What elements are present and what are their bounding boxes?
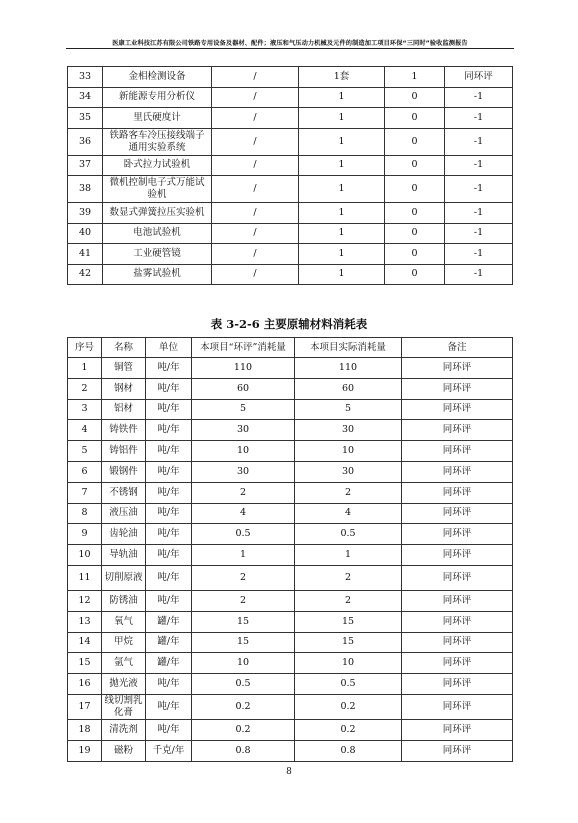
header-rule xyxy=(66,48,514,49)
table-cell: 14 xyxy=(68,632,102,653)
table-cell: 磁粉 xyxy=(102,740,146,761)
table-cell: 齿轮油 xyxy=(102,524,146,545)
table-cell: 同环评 xyxy=(402,399,513,420)
column-header: 单位 xyxy=(146,338,192,358)
table-cell: 1 xyxy=(299,176,385,203)
table-row xyxy=(68,632,513,653)
table-cell: 0.2 xyxy=(295,694,402,719)
table-cell: -1 xyxy=(445,264,513,285)
table-cell: 吨/年 xyxy=(146,441,192,462)
table-cell: 钢材 xyxy=(102,378,146,399)
table-cell: 切削原液 xyxy=(102,565,146,590)
table-cell: 30 xyxy=(192,420,295,441)
column-header: 本项目实际消耗量 xyxy=(295,338,402,358)
table-cell: / xyxy=(212,67,299,88)
table-cell: 罐/年 xyxy=(146,611,192,632)
table-row xyxy=(68,108,513,129)
table-cell: 同环评 xyxy=(402,740,513,761)
table-cell: 千克/年 xyxy=(146,740,192,761)
table-cell: 2 xyxy=(192,590,295,611)
table-row xyxy=(68,674,513,695)
table-cell: 吨/年 xyxy=(146,503,192,524)
table-cell: 吨/年 xyxy=(146,565,192,590)
table-row xyxy=(68,378,513,399)
table-cell: 2 xyxy=(68,378,102,399)
table-cell: 10 xyxy=(295,441,402,462)
table-cell: 2 xyxy=(192,482,295,503)
table-cell: 1 xyxy=(299,203,385,224)
table-cell: 同环评 xyxy=(402,653,513,674)
table-cell: 4 xyxy=(295,503,402,524)
table-cell: 41 xyxy=(68,244,103,265)
table-cell: 2 xyxy=(295,590,402,611)
table-cell: 7 xyxy=(68,482,102,503)
table-cell: 同环评 xyxy=(445,67,513,88)
table-cell: 吨/年 xyxy=(146,399,192,420)
table-cell: 1套 xyxy=(299,67,385,88)
table-cell: 60 xyxy=(295,378,402,399)
table-header-row xyxy=(68,338,513,358)
table-cell: 0.5 xyxy=(192,674,295,695)
table-cell: / xyxy=(212,87,299,108)
table-caption: 表 3-2-6 主要原辅材料消耗表 xyxy=(210,317,368,331)
table-cell: 吨/年 xyxy=(146,378,192,399)
table-cell: 1 xyxy=(299,87,385,108)
table-cell: 6 xyxy=(68,461,102,482)
table-row xyxy=(68,244,513,265)
table-cell: 110 xyxy=(192,358,295,379)
table-cell: 1 xyxy=(299,244,385,265)
table-cell: 10 xyxy=(192,653,295,674)
table-cell: 34 xyxy=(68,87,103,108)
table-cell: 1 xyxy=(299,128,385,155)
table-cell: 13 xyxy=(68,611,102,632)
table-cell: / xyxy=(212,108,299,129)
table-cell: 0.2 xyxy=(192,694,295,719)
table-cell: 1 xyxy=(299,223,385,244)
table-cell: 数显式弹簧拉压实验机 xyxy=(103,203,212,224)
table-cell: 30 xyxy=(295,420,402,441)
table-row xyxy=(68,223,513,244)
table-cell: 0.2 xyxy=(295,719,402,740)
table-cell: 清洗剂 xyxy=(102,719,146,740)
table-row xyxy=(68,87,513,108)
column-header: 本项目“环评”消耗量 xyxy=(192,338,295,358)
table-cell: 110 xyxy=(295,358,402,379)
table-row xyxy=(68,653,513,674)
equipment-table xyxy=(67,66,513,285)
table-row xyxy=(68,524,513,545)
table-cell: 铝材 xyxy=(102,399,146,420)
table-cell: 吨/年 xyxy=(146,545,192,566)
table-cell: 0 xyxy=(385,128,445,155)
table-cell: 吨/年 xyxy=(146,694,192,719)
table-cell: 氩气 xyxy=(102,653,146,674)
table-row xyxy=(68,441,513,462)
table-cell: 吨/年 xyxy=(146,461,192,482)
table-row xyxy=(68,176,513,203)
table-cell: 液压油 xyxy=(102,503,146,524)
table-cell: 8 xyxy=(68,503,102,524)
table-cell: -1 xyxy=(445,87,513,108)
table-cell: 里氏硬度计 xyxy=(103,108,212,129)
table-row xyxy=(68,203,513,224)
table-cell: 10 xyxy=(192,441,295,462)
table-row xyxy=(68,611,513,632)
table-cell: 罐/年 xyxy=(146,653,192,674)
table-cell: 氧气 xyxy=(102,611,146,632)
table-cell: 39 xyxy=(68,203,103,224)
table-cell: 新能源专用分析仪 xyxy=(103,87,212,108)
table-cell: 4 xyxy=(68,420,102,441)
table-cell: 铸铝件 xyxy=(102,441,146,462)
table-cell: 1 xyxy=(385,67,445,88)
table-row xyxy=(68,461,513,482)
table-cell: 线切割乳化膏 xyxy=(102,694,146,719)
table-cell: 同环评 xyxy=(402,482,513,503)
table-cell: 同环评 xyxy=(402,590,513,611)
table-cell: 吨/年 xyxy=(146,590,192,611)
table-cell: 10 xyxy=(295,653,402,674)
table-cell: 18 xyxy=(68,719,102,740)
table-cell: 15 xyxy=(295,611,402,632)
table-cell: 3 xyxy=(68,399,102,420)
table-cell: / xyxy=(212,244,299,265)
table-row xyxy=(68,264,513,285)
table-cell: -1 xyxy=(445,203,513,224)
table-row xyxy=(68,128,513,155)
table-cell: 同环评 xyxy=(402,674,513,695)
table-cell: 30 xyxy=(295,461,402,482)
table-cell: 1 xyxy=(295,545,402,566)
table-cell: 10 xyxy=(68,545,102,566)
table-cell: 同环评 xyxy=(402,441,513,462)
table-cell: 吨/年 xyxy=(146,719,192,740)
table-cell: 0.8 xyxy=(295,740,402,761)
column-header: 名称 xyxy=(102,338,146,358)
table-cell: -1 xyxy=(445,108,513,129)
table-cell: 4 xyxy=(192,503,295,524)
table-cell: 2 xyxy=(192,565,295,590)
table-cell: 2 xyxy=(295,565,402,590)
table-cell: 铜管 xyxy=(102,358,146,379)
table-cell: 工业硬管镜 xyxy=(103,244,212,265)
table-cell: 0 xyxy=(385,223,445,244)
table-cell: 同环评 xyxy=(402,503,513,524)
table-cell: 19 xyxy=(68,740,102,761)
table-cell: 1 xyxy=(192,545,295,566)
table-cell: / xyxy=(212,223,299,244)
table-cell: / xyxy=(212,203,299,224)
table-cell: 盐雾试验机 xyxy=(103,264,212,285)
table-row xyxy=(68,67,513,88)
table-cell: 同环评 xyxy=(402,524,513,545)
table-cell: 37 xyxy=(68,155,103,176)
table-row xyxy=(68,590,513,611)
table-cell: 60 xyxy=(192,378,295,399)
table-cell: 同环评 xyxy=(402,565,513,590)
table-cell: 0.5 xyxy=(295,674,402,695)
table-cell: 16 xyxy=(68,674,102,695)
table-cell: 同环评 xyxy=(402,611,513,632)
table-row xyxy=(68,358,513,379)
table-cell: 铁路客车冷压接线端子通用实验系统 xyxy=(103,128,212,155)
table-cell: 9 xyxy=(68,524,102,545)
table-cell: 12 xyxy=(68,590,102,611)
table-cell: 2 xyxy=(295,482,402,503)
table-row xyxy=(68,740,513,761)
table-cell: 15 xyxy=(192,632,295,653)
table-cell: 不锈钢 xyxy=(102,482,146,503)
table-cell: 吨/年 xyxy=(146,674,192,695)
table-cell: 0.8 xyxy=(192,740,295,761)
table-cell: 金相检测设备 xyxy=(103,67,212,88)
table-cell: 0 xyxy=(385,176,445,203)
table-cell: 0.2 xyxy=(192,719,295,740)
table-row xyxy=(68,503,513,524)
table-cell: 15 xyxy=(192,611,295,632)
table-row xyxy=(68,155,513,176)
table-cell: -1 xyxy=(445,176,513,203)
table-cell: 0 xyxy=(385,264,445,285)
table-row xyxy=(68,694,513,719)
table-cell: 35 xyxy=(68,108,103,129)
table-cell: 罐/年 xyxy=(146,632,192,653)
table-cell: 1 xyxy=(299,155,385,176)
table-cell: 同环评 xyxy=(402,719,513,740)
table-cell: 同环评 xyxy=(402,378,513,399)
column-header: 备注 xyxy=(402,338,513,358)
table-cell: 42 xyxy=(68,264,103,285)
table-cell: 0.5 xyxy=(295,524,402,545)
table-row xyxy=(68,399,513,420)
table-cell: 1 xyxy=(68,358,102,379)
table-cell: 同环评 xyxy=(402,461,513,482)
table-cell: 卧式拉力试验机 xyxy=(103,155,212,176)
table-cell: 电池试验机 xyxy=(103,223,212,244)
table-cell: 同环评 xyxy=(402,632,513,653)
table-cell: 吨/年 xyxy=(146,482,192,503)
document-header: 医康工业科技江苏有限公司铁路专用设备及器材、配件；液压和气压动力机械及元件的制造加工项目环保“三同时”验收监测报告 xyxy=(112,40,468,47)
table-cell: 锻钢件 xyxy=(102,461,146,482)
page-number: 8 xyxy=(286,767,292,777)
table-cell: 5 xyxy=(192,399,295,420)
table-cell: 0 xyxy=(385,155,445,176)
table-cell: -1 xyxy=(445,128,513,155)
table-cell: 15 xyxy=(295,632,402,653)
column-header: 序号 xyxy=(68,338,102,358)
table-cell: 吨/年 xyxy=(146,358,192,379)
table-cell: 0.5 xyxy=(192,524,295,545)
table-row xyxy=(68,565,513,590)
table-cell: 5 xyxy=(68,441,102,462)
table-cell: 0 xyxy=(385,108,445,129)
table-cell: 铸铁件 xyxy=(102,420,146,441)
table-row xyxy=(68,545,513,566)
table-cell: 导轨油 xyxy=(102,545,146,566)
table-cell: 15 xyxy=(68,653,102,674)
table-cell: 防锈油 xyxy=(102,590,146,611)
table-row xyxy=(68,420,513,441)
materials-table xyxy=(67,337,513,762)
table-cell: 抛光液 xyxy=(102,674,146,695)
table-row xyxy=(68,719,513,740)
table-cell: 38 xyxy=(68,176,103,203)
table-cell: 同环评 xyxy=(402,358,513,379)
table-cell: 0 xyxy=(385,244,445,265)
table-cell: 同环评 xyxy=(402,420,513,441)
table-cell: 0 xyxy=(385,203,445,224)
table-cell: 1 xyxy=(299,108,385,129)
table-cell: 36 xyxy=(68,128,103,155)
table-cell: / xyxy=(212,128,299,155)
table-cell: / xyxy=(212,155,299,176)
table-cell: 17 xyxy=(68,694,102,719)
table-cell: 0 xyxy=(385,87,445,108)
table-cell: -1 xyxy=(445,223,513,244)
table-row xyxy=(68,482,513,503)
table-cell: 11 xyxy=(68,565,102,590)
table-cell: 1 xyxy=(299,264,385,285)
table-cell: -1 xyxy=(445,244,513,265)
table-cell: 吨/年 xyxy=(146,524,192,545)
table-cell: 30 xyxy=(192,461,295,482)
table-cell: 吨/年 xyxy=(146,420,192,441)
table-cell: / xyxy=(212,264,299,285)
table-cell: 同环评 xyxy=(402,694,513,719)
table-cell: 33 xyxy=(68,67,103,88)
table-cell: 甲烷 xyxy=(102,632,146,653)
table-cell: -1 xyxy=(445,155,513,176)
table-cell: 同环评 xyxy=(402,545,513,566)
table-cell: 40 xyxy=(68,223,103,244)
table-cell: 微机控制电子式万能试验机 xyxy=(103,176,212,203)
table-cell: 5 xyxy=(295,399,402,420)
table-cell: / xyxy=(212,176,299,203)
